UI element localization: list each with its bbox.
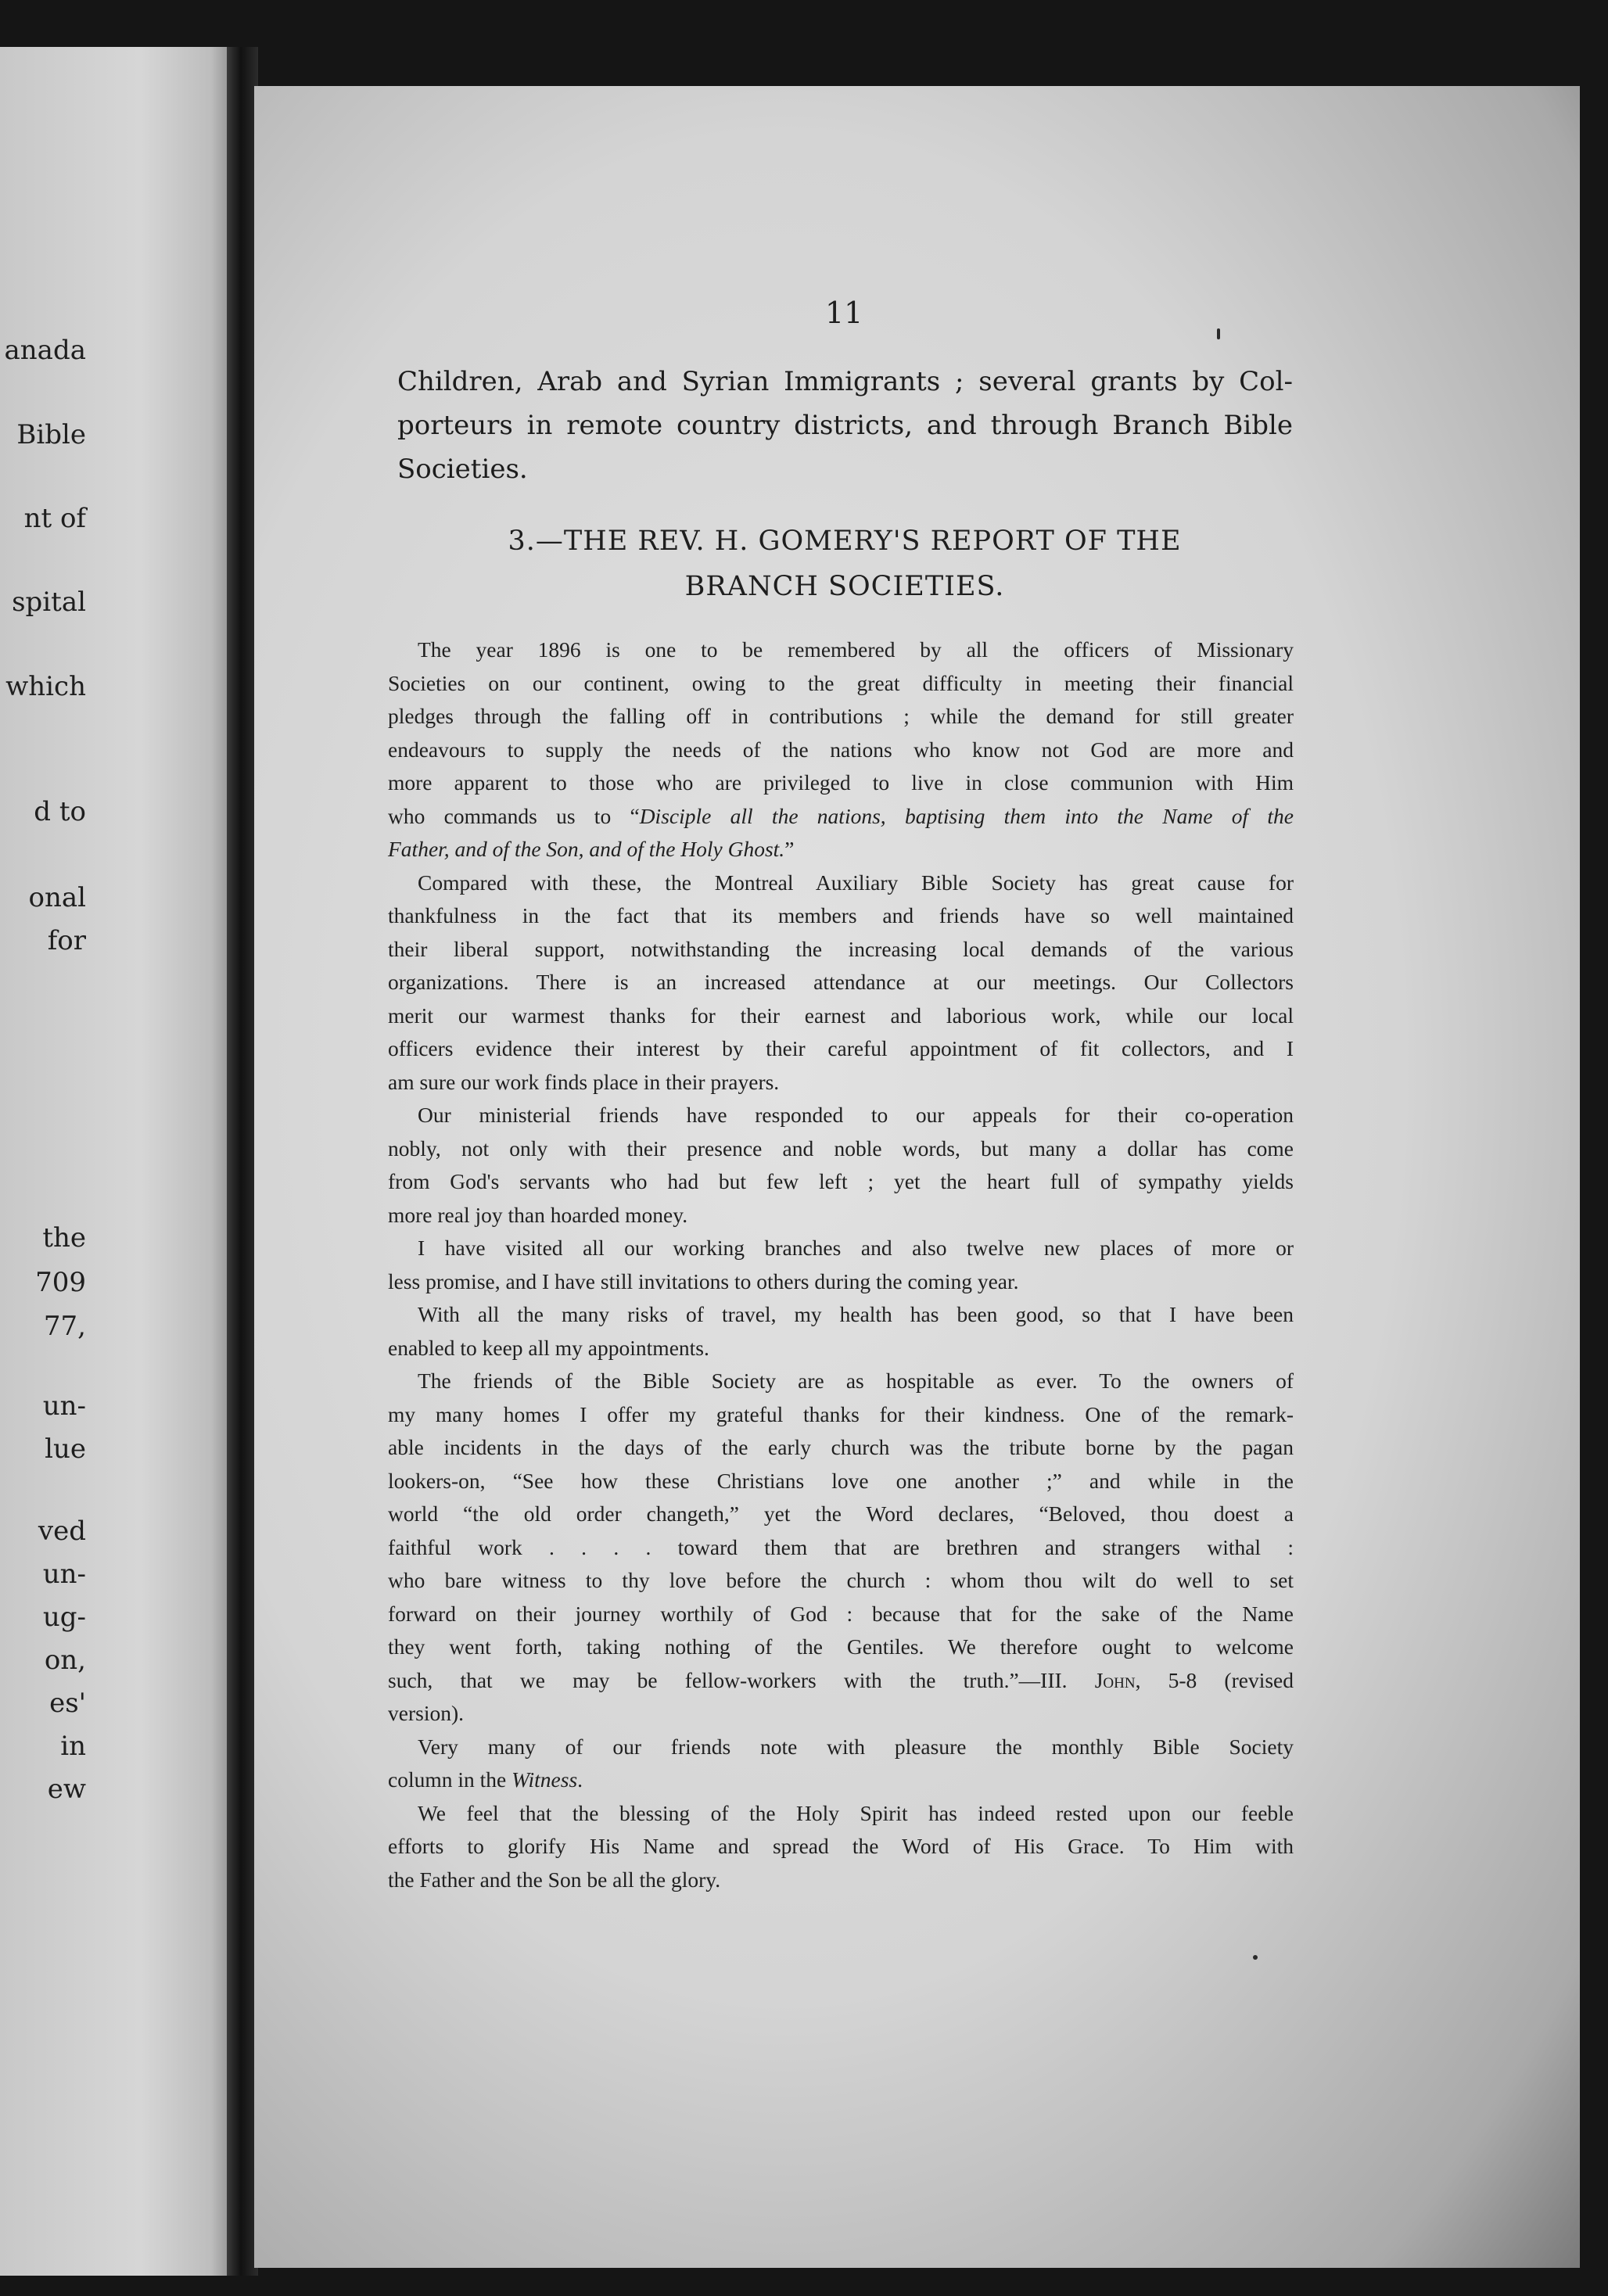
section-heading-line-2: BRANCH SOCIETIES. <box>684 571 1005 602</box>
body-line: efforts to glorify His Name and spread the Word of His Grace. To Him with <box>388 1834 1294 1858</box>
intro-line: porteurs in remote country districts, and through Branch Bible <box>397 410 1293 441</box>
body-line: less promise, and I have still invitations to others during the coming year. <box>388 1268 1019 1293</box>
intro-line: Children, Arab and Syrian Immigrants ; several grants by Col- <box>397 366 1293 397</box>
left-page-fragment: es' <box>49 1688 86 1719</box>
body-line: I have visited all our working branches and also twelve new places of more or <box>418 1236 1294 1260</box>
body-line: With all the many risks of travel, my health has been good, so that I have been <box>418 1302 1294 1326</box>
body-line: more apparent to those who are privileged to live in close communion with Him <box>388 770 1294 795</box>
left-page-fragment: d to <box>34 796 86 827</box>
left-page-fragment: the <box>42 1222 86 1254</box>
body-line: able incidents in the days of the early church was the tribute borne by the pagan <box>388 1435 1294 1459</box>
body-line: who bare witness to thy love before the church : whom thou wilt do well to set <box>388 1568 1294 1592</box>
page-number: 11 <box>825 296 863 330</box>
left-page-fragment: which <box>5 671 86 702</box>
left-page-fragment: lue <box>45 1433 86 1465</box>
body-line: enabled to keep all my appointments. <box>388 1335 709 1360</box>
body-line: their liberal support, notwithstanding the increasing local demands of the various <box>388 936 1294 961</box>
left-page-fragment: un- <box>42 1390 86 1422</box>
paper-speck <box>1217 328 1220 339</box>
body-line: thankfulness in the fact that its members and friends have so well maintained <box>388 903 1294 927</box>
intro-paragraph <box>397 360 1293 491</box>
left-page-fragment: ug- <box>42 1602 86 1633</box>
left-page-fragment: in <box>60 1731 86 1762</box>
body-line: nobly, not only with their presence and noble words, but many a dollar has come <box>388 1135 1294 1161</box>
left-page-fragment: ew <box>47 1774 86 1805</box>
body-line: who commands us to “Disciple all the nations, baptising them into the Name of the <box>388 803 1294 828</box>
intro-line: Societies. <box>397 454 528 485</box>
body-line: faithful work . . . . toward them that are brethren and strangers withal : <box>388 1534 1294 1559</box>
body-line: forward on their journey worthily of God : because that for the sake of the Name <box>388 1601 1294 1626</box>
left-page-fragment: spital <box>12 587 86 618</box>
left-facing-page <box>0 47 235 2276</box>
section-heading-line-1: 3.—THE REV. H. GOMERY'S REPORT OF THE <box>508 526 1182 557</box>
body-line: lookers-on, “See how these Christians love one another ;” and while in the <box>388 1468 1294 1493</box>
left-page-fragment: nt of <box>23 503 86 534</box>
body-line: from God's servants who had but few left ; yet the heart full of sympathy yields <box>388 1169 1294 1193</box>
body-line: world “the old order changeth,” yet the Word declares, “Beloved, thou doest a <box>388 1501 1294 1526</box>
body-line: the Father and the Son be all the glory. <box>388 1867 721 1892</box>
left-page-fragment: for <box>47 925 86 956</box>
body-line: more real joy than hoarded money. <box>388 1202 688 1227</box>
body-line: The year 1896 is one to be remembered by all the officers of Missionary <box>418 637 1294 662</box>
body-line: Compared with these, the Montreal Auxiliary Bible Society has great cause for <box>418 870 1294 895</box>
left-page-fragment: anada <box>4 335 86 366</box>
body-line: Father, and of the Son, and of the Holy Ghost.” <box>388 837 795 861</box>
left-page-fragment: un- <box>42 1559 86 1590</box>
body-line: officers evidence their interest by their careful appointment of fit collectors, and I <box>388 1036 1294 1060</box>
body-line: they went forth, taking nothing of the Gentiles. We therefore ought to welcome <box>388 1634 1294 1659</box>
report-body <box>388 633 1294 1896</box>
body-line: organizations. There is an increased attendance at our meetings. Our Collectors <box>388 970 1294 994</box>
body-line: my many homes I offer my grateful thanks for their kindness. One of the remark- <box>388 1401 1294 1426</box>
body-line: Our ministerial friends have responded to our appeals for their co-operation <box>418 1103 1294 1127</box>
body-line: We feel that the blessing of the Holy Spirit has indeed rested upon our feeble <box>418 1800 1294 1825</box>
paper-speck <box>1253 1955 1258 1960</box>
body-line: am sure our work finds place in their prayers. <box>388 1069 780 1094</box>
body-line: endeavours to supply the needs of the nations who know not God are more and <box>388 737 1294 762</box>
body-line: merit our warmest thanks for their earnest and laborious work, while our local <box>388 1003 1294 1028</box>
left-page-fragment: ved <box>38 1516 86 1547</box>
left-page-fragment: on, <box>44 1645 86 1676</box>
body-line: column in the Witness. <box>388 1767 583 1792</box>
body-line: pledges through the falling off in contributions ; while the demand for still greater <box>388 704 1294 728</box>
left-page-fragment: 709 <box>35 1267 86 1298</box>
body-line: such, that we may be fellow-workers with the truth.”—III. John, 5-8 (revised <box>388 1667 1294 1692</box>
body-line: Societies on our continent, owing to the great difficulty in meeting their financial <box>388 670 1294 695</box>
left-page-fragment: 77, <box>43 1311 86 1342</box>
body-line: The friends of the Bible Society are as hospitable as ever. To the owners of <box>418 1369 1294 1393</box>
body-line: version). <box>388 1701 464 1725</box>
left-page-fragment: Bible <box>16 419 86 450</box>
left-page-fragment: onal <box>28 882 86 913</box>
body-line: Very many of our friends note with pleasure the monthly Bible Society <box>418 1734 1294 1759</box>
book-gutter <box>227 47 258 2276</box>
